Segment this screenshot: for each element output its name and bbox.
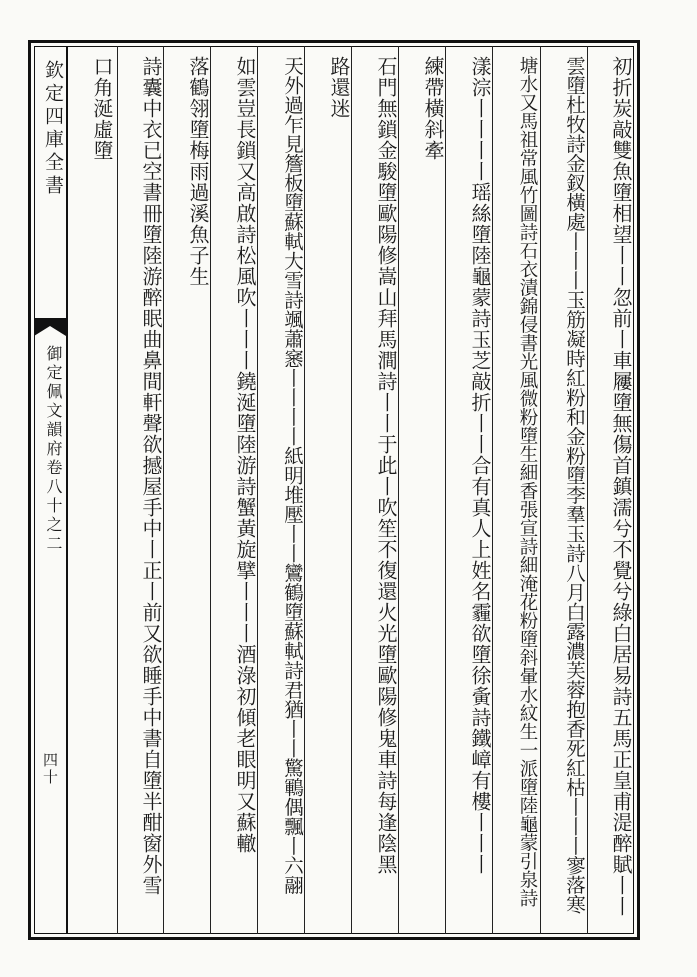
- text-column-6: 石門無鎖金駿墮歐陽修嵩山拜馬澗詩丨丨于此丨吹笙不復還火光墮歐陽修鬼車詩每逢陰黑: [374, 56, 398, 875]
- volume-title: 御定佩文韻府卷八十之二: [44, 345, 63, 554]
- page-number: 四十: [41, 752, 59, 786]
- text-column-4: 漾淙丨丨丨丨瑶絲墮陸龜蒙詩玉芝敲折丨丨合有真人上姓名霾欲墮徐夤詩鐵嶂有樓丨丨丨: [468, 56, 492, 875]
- text-column-10: 落鶴翎墮梅雨過溪魚子生: [186, 56, 210, 287]
- margin-separator: [66, 46, 68, 934]
- text-column-8: 天外過乍見簷板墮蘇軾大雪詩颯蕭窸丨丨丨丨紙明堆壓丨丨鸞鶴墮蘇軾詩君猶丨丨驚鶤偶飄丨六翮: [281, 56, 304, 895]
- text-column-11: 詩囊中衣已空書冊墮陸游醉眠曲鼻間軒聲欲撼屋手中丨正丨前又欲睡手中書自墮半酣窗外雪: [139, 56, 163, 896]
- text-column-1: 初折炭敲雙魚墮相望丨丨忽前丨車屨墮無傷首鎮濡兮不覺兮綠白居易詩五馬正皇甫湜醉賦丨丨: [609, 56, 633, 917]
- text-column-5: 練帶橫斜牽: [421, 56, 445, 161]
- text-column-9: 如雲豈長鎖又高啟詩松風吹丨丨丨鐃涎墮陸游詩蟹黃旋擘丨丨丨酒淥初傾老眼明又蘇轍: [233, 56, 257, 854]
- book-title: 欽定四庫全書: [42, 60, 64, 198]
- fishtail-mark-icon: [34, 318, 66, 336]
- text-column-2: 雲墮杜牧詩金釵橫處丨丨丨玉筋凝時紅粉和金粉墮李羣玉詩八月白露濃芙蓉抱香死紅枯丨丨丨寥落寒: [563, 56, 586, 914]
- text-column-12: 口角涎虛墮: [90, 56, 114, 161]
- text-column-7: 路還迷: [327, 56, 351, 119]
- text-column-3: 塘水又馬祖常風竹圖詩石衣漬錦侵書光風微粉墮生細香張宣詩細淹花粉墮斜暈水紋生一派墮陸龜蒙引泉詩: [517, 56, 538, 907]
